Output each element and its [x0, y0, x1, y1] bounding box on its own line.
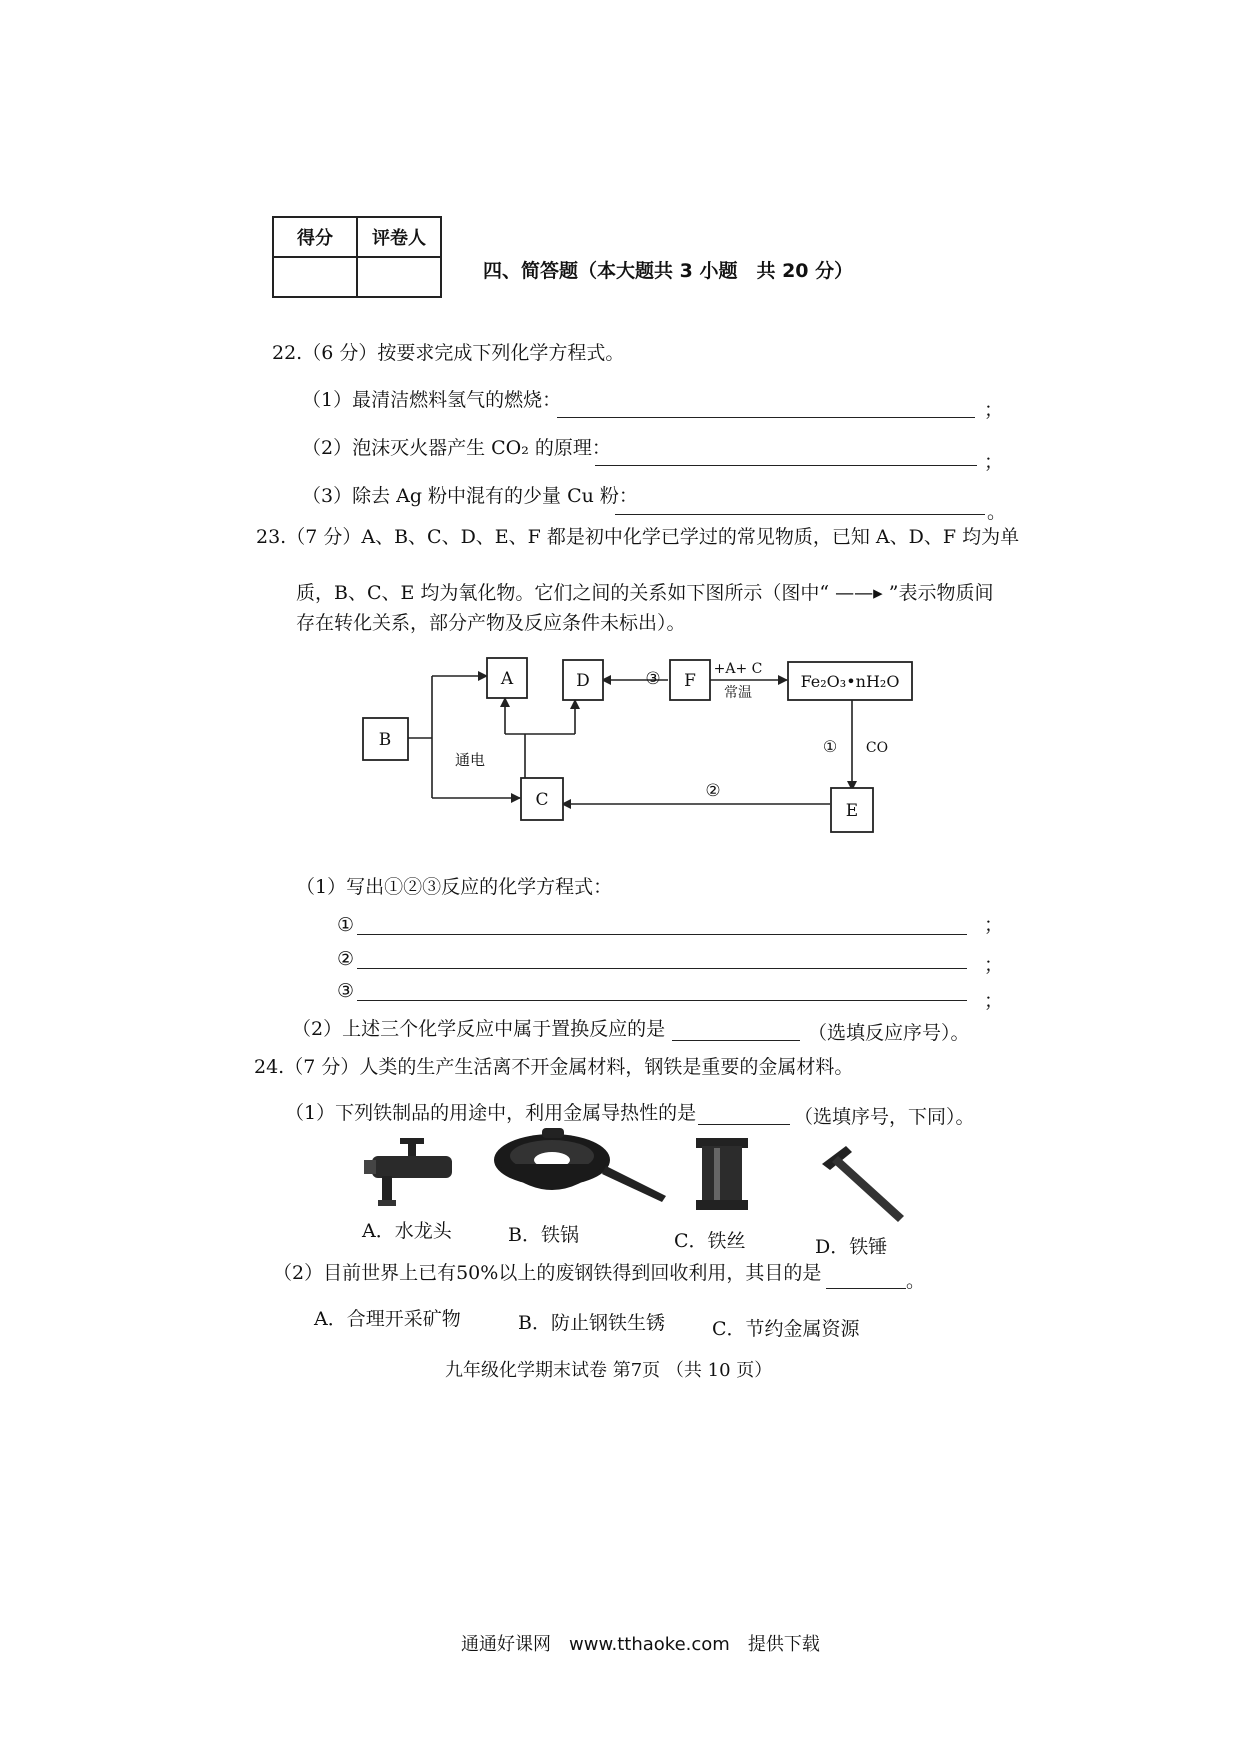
eq-label-2: ② [337, 948, 355, 970]
wire-coil-icon [692, 1136, 752, 1212]
q22-item-3-end: 。 [987, 501, 1007, 523]
wok-icon [490, 1126, 670, 1212]
label-r3: ③ [645, 669, 661, 689]
q22-item-2-label: （2）泡沫灭火器产生 CO₂ 的原理： [302, 437, 611, 459]
q23-sub2-pre: （2）上述三个化学反应中属于置换反应的是 [292, 1018, 666, 1040]
node-f: F [684, 671, 696, 691]
hammer-icon [816, 1142, 912, 1222]
grader-header: 评卷人 [357, 217, 441, 257]
label-plus-ac: +A+ C [713, 661, 763, 677]
option-c: C．铁丝 [674, 1230, 746, 1252]
sub2-option-a: A．合理开采矿物 [314, 1308, 461, 1330]
section-title: 四、简答题（本大题共 3 小题 共 20 分） [483, 260, 854, 282]
node-d: D [576, 671, 590, 691]
q22-stem: 22.（6 分）按要求完成下列化学方程式。 [272, 342, 625, 364]
q24-stem: 24.（7 分）人类的生产生活离不开金属材料，钢铁是重要的金属材料。 [254, 1056, 854, 1078]
faucet-icon [362, 1132, 458, 1212]
label-r2: ② [705, 781, 721, 801]
relation-diagram [340, 650, 960, 850]
label-tongdian: 通电 [454, 751, 486, 769]
eq-end-1: ； [984, 914, 1004, 936]
eq-end-2: ； [984, 954, 1004, 976]
score-header: 得分 [273, 217, 357, 257]
option-d: D．铁锤 [815, 1236, 888, 1258]
q22-answer-line-2[interactable] [595, 465, 977, 466]
eq-end-3: ； [984, 990, 1004, 1012]
q23-sub2-post: （选填反应序号）。 [808, 1022, 970, 1044]
sub2-option-b: B．防止钢铁生锈 [518, 1312, 665, 1334]
page-footer: 九年级化学期末试卷 第7页 （共 10 页） [445, 1360, 773, 1381]
q23-sub1: （1）写出①②③反应的化学方程式： [296, 876, 613, 898]
q23-sub2-blank[interactable] [672, 1040, 800, 1041]
q22-item-2-end: ； [984, 451, 1004, 473]
q23-stem-line-2: 质，B、C、E 均为氧化物。它们之间的关系如下图所示（图中“ ——▸ ”表示物质间 [296, 582, 994, 604]
sub2-option-c: C．节约金属资源 [712, 1318, 860, 1340]
q22-answer-line-1[interactable] [557, 417, 975, 418]
eq-answer-line-1[interactable] [357, 934, 967, 935]
grader-cell [357, 257, 441, 297]
q22-item-3-label: （3）除去 Ag 粉中混有的少量 Cu 粉： [302, 485, 638, 507]
score-table [272, 216, 442, 298]
label-r1: ① [822, 737, 838, 756]
node-c: C [535, 790, 549, 810]
node-b: B [378, 730, 392, 750]
eq-answer-line-2[interactable] [357, 968, 967, 969]
q23-stem-line-1: 23.（7 分）A、B、C、D、E、F 都是初中化学已学过的常见物质，已知 A、D、F 均为单 [256, 526, 1020, 548]
option-b: B．铁锅 [508, 1224, 579, 1246]
q24-sub1-blank[interactable] [698, 1124, 790, 1125]
watermark: 通通好课网 www.tthaoke.com 提供下载 [461, 1634, 820, 1655]
eq-label-3: ③ [337, 980, 355, 1002]
label-co: CO [865, 740, 889, 756]
q23-stem-line-3: 存在转化关系，部分产物及反应条件未标出）。 [296, 612, 686, 634]
node-a: A [500, 669, 514, 689]
q24-sub1-post: （选填序号，下同）。 [794, 1106, 975, 1128]
q24-sub2-blank[interactable] [826, 1288, 906, 1289]
label-changwen: 常温 [724, 685, 752, 701]
node-e: E [845, 801, 859, 821]
q24-sub2-end: 。 [906, 1270, 926, 1292]
score-cell [273, 257, 357, 297]
node-rust: Fe₂O₃•nH₂O [800, 672, 900, 691]
option-a: A．水龙头 [362, 1220, 452, 1242]
q24-sub1-pre: （1）下列铁制品的用途中，利用金属导热性的是 [285, 1102, 697, 1124]
eq-label-1: ① [337, 914, 355, 936]
q22-item-1-label: （1）最清洁燃料氢气的燃烧： [302, 389, 562, 411]
q22-item-1-end: ； [984, 399, 1004, 421]
q22-answer-line-3[interactable] [615, 514, 985, 515]
q24-sub2-pre: （2）目前世界上已有50%以上的废钢铁得到回收利用，其目的是 [273, 1262, 822, 1284]
eq-answer-line-3[interactable] [357, 1000, 967, 1001]
